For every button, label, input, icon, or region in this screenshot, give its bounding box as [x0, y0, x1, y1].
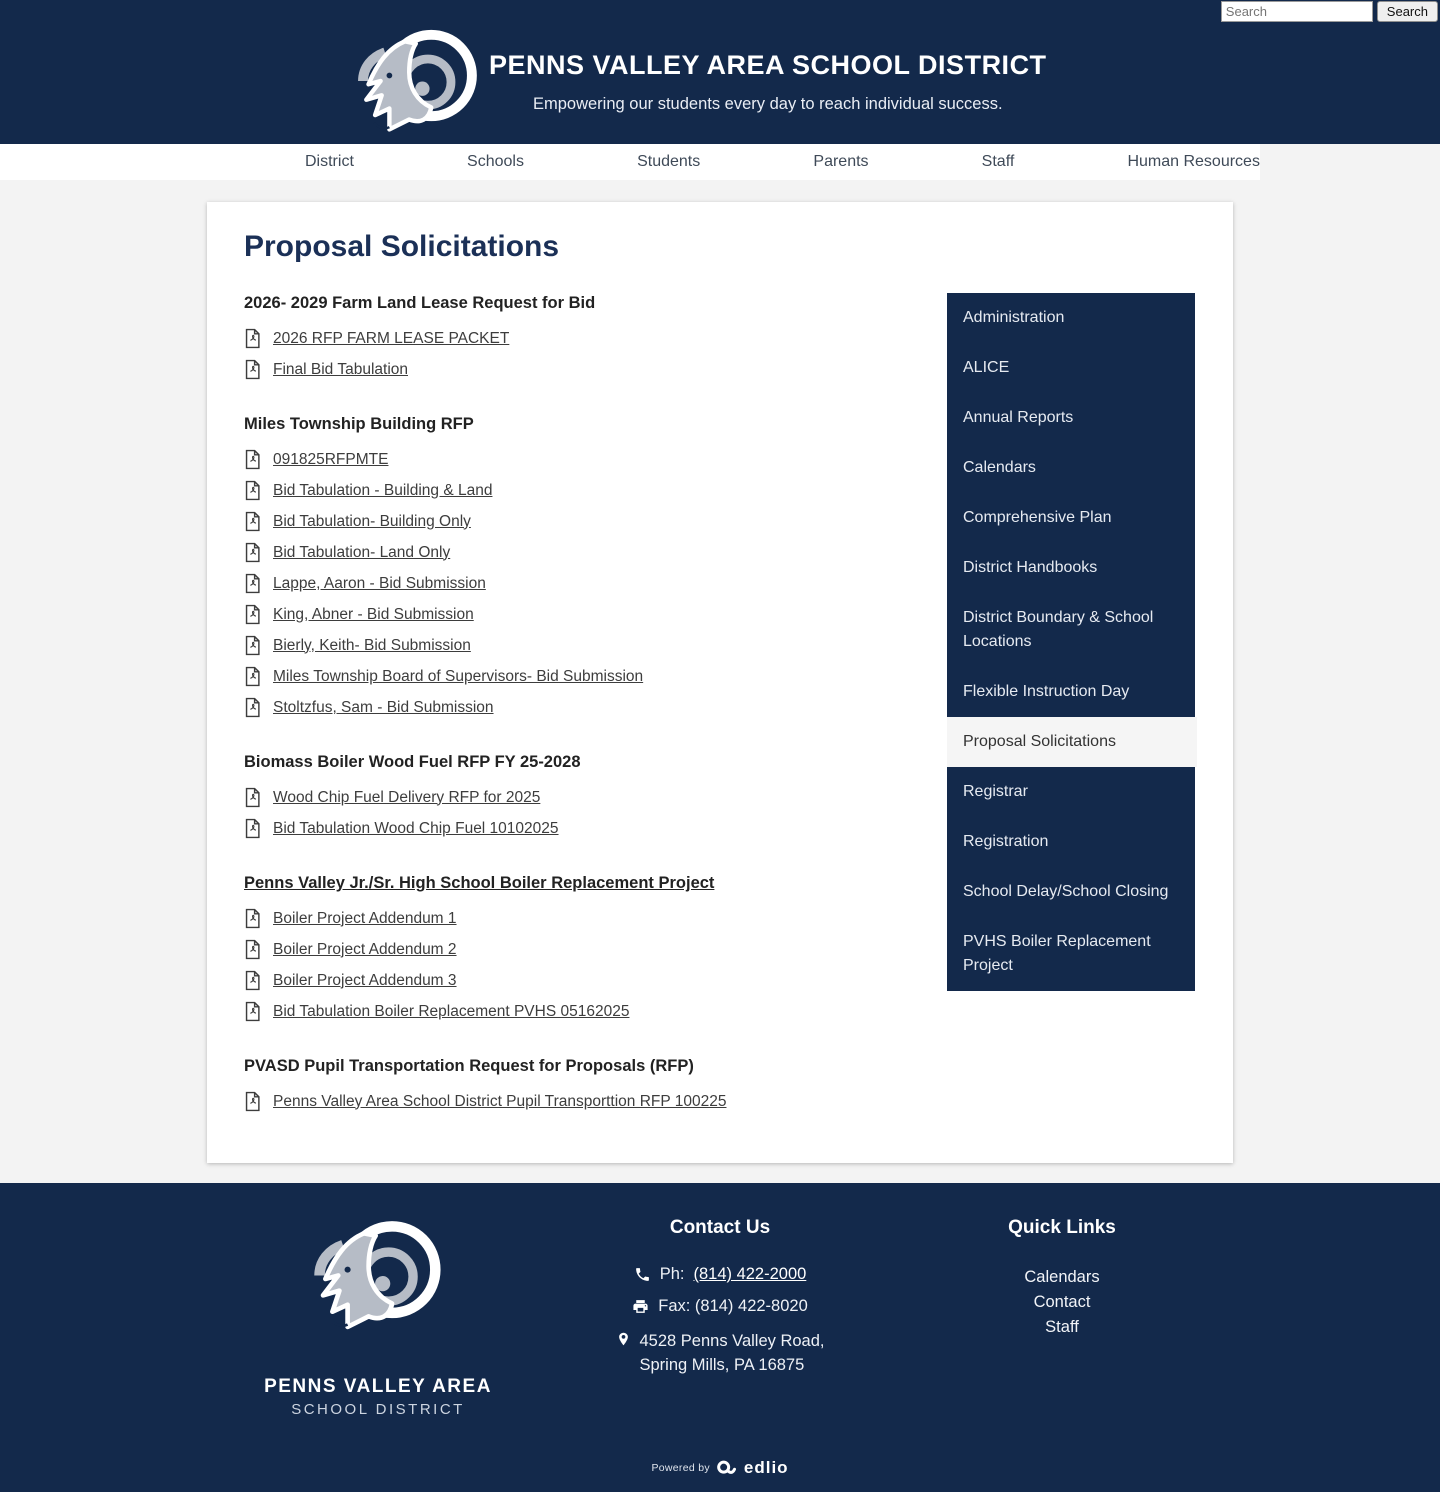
section-heading: Miles Township Building RFP [244, 415, 474, 433]
doc-row [244, 444, 944, 475]
quick-link-calendars[interactable]: Calendars [1024, 1268, 1100, 1286]
doc-row [244, 630, 944, 661]
pdf-icon [244, 359, 261, 380]
powered-by [0, 1458, 1440, 1478]
search-button[interactable]: Search [1377, 1, 1438, 22]
contact-us-heading: Contact Us [669, 1217, 771, 1238]
doc-link-2026-rfp-farm-lease-packet[interactable]: 2026 RFP FARM LEASE PACKET [273, 329, 510, 347]
powered-by-label: Powered by [651, 1462, 710, 1474]
nav-item-parents[interactable]: Parents [813, 153, 869, 170]
pdf-icon [244, 697, 261, 718]
pdf-icon [244, 573, 261, 594]
sidebar-item-district-handbooks[interactable]: District Handbooks [963, 559, 1098, 576]
pdf-icon [244, 635, 261, 656]
footer-contact [549, 1217, 891, 1418]
pdf-icon [244, 787, 261, 808]
ram-logo-icon [302, 1217, 454, 1369]
doc-row [244, 934, 944, 965]
footer-brand-line1: PENNS VALLEY AREA [264, 1376, 492, 1397]
site-header [0, 0, 1440, 144]
quick-links-heading: Quick Links [1008, 1217, 1116, 1238]
fax-text: Fax: (814) 422-8020 [658, 1297, 808, 1315]
section-heading: 2026- 2029 Farm Land Lease Request for Bid [244, 294, 596, 312]
section-heading: PVASD Pupil Transportation Request for Proposals (RFP) [244, 1057, 694, 1075]
doc-row [244, 568, 944, 599]
doc-link-final-bid-tabulation[interactable]: Final Bid Tabulation [273, 360, 408, 378]
pdf-icon [244, 511, 261, 532]
district-tagline: Empowering our students every day to reach individual success. [532, 95, 1003, 113]
address-row [549, 1329, 891, 1377]
fax-row [549, 1297, 891, 1316]
quick-link-staff[interactable]: Staff [1045, 1318, 1079, 1336]
pdf-icon [244, 666, 261, 687]
location-pin-icon [616, 1329, 631, 1349]
doc-link-stoltzfus-sam-bid-submission[interactable]: Stoltzfus, Sam - Bid Submission [273, 698, 494, 716]
doc-link-bid-tabulation-boiler-replacement-pvhs-05162025[interactable]: Bid Tabulation Boiler Replacement PVHS 05162025 [273, 1002, 630, 1020]
doc-row [244, 354, 944, 385]
nav-item-district[interactable]: District [305, 153, 354, 170]
doc-link-boiler-project-addendum-2[interactable]: Boiler Project Addendum 2 [273, 940, 457, 958]
pdf-icon [244, 449, 261, 470]
pdf-icon [244, 604, 261, 625]
section-2026-2029-farm-land-lease-request-for-bid [244, 294, 944, 385]
doc-row [244, 692, 944, 723]
nav-item-schools[interactable]: Schools [467, 153, 524, 170]
sidebar-item-district-boundary-school-locations[interactable]: District Boundary & School Locations [963, 609, 1154, 650]
doc-row [244, 1086, 944, 1117]
sidebar-item-registration[interactable]: Registration [963, 833, 1049, 850]
pdf-icon [244, 939, 261, 960]
sidebar-item-proposal-solicitations[interactable]: Proposal Solicitations [947, 717, 1197, 767]
nav-item-students[interactable]: Students [637, 153, 701, 170]
doc-row [244, 475, 944, 506]
nav-item-human-resources[interactable]: Human Resources [1127, 153, 1260, 170]
search-input[interactable] [1221, 1, 1373, 22]
doc-row [244, 965, 944, 996]
ram-logo-icon [352, 26, 484, 168]
doc-link-penns-valley-area-school-district-pupil-transporttion-rfp-100225[interactable]: Penns Valley Area School District Pupil Transporttion RFP 100225 [273, 1092, 727, 1110]
doc-link-bid-tabulation-wood-chip-fuel-10102025[interactable]: Bid Tabulation Wood Chip Fuel 10102025 [273, 819, 559, 837]
doc-link-bid-tabulation-building-only[interactable]: Bid Tabulation- Building Only [273, 512, 471, 530]
sidebar-item-registrar[interactable]: Registrar [963, 783, 1028, 800]
section-pvasd-pupil-transportation-request-for-proposals-rfp [244, 1057, 944, 1117]
address-line1: 4528 Penns Valley Road, [639, 1332, 825, 1350]
section-heading: Biomass Boiler Wood Fuel RFP FY 25-2028 [244, 753, 581, 771]
quick-link-contact[interactable]: Contact [1033, 1293, 1091, 1311]
site-footer [0, 1183, 1440, 1492]
doc-link-wood-chip-fuel-delivery-rfp-for-2025[interactable]: Wood Chip Fuel Delivery RFP for 2025 [273, 788, 541, 806]
doc-row [244, 996, 944, 1027]
doc-link-091825rfpmte[interactable]: 091825RFPMTE [273, 450, 389, 468]
pdf-icon [244, 1091, 261, 1112]
doc-link-bid-tabulation-building-land[interactable]: Bid Tabulation - Building & Land [273, 481, 493, 499]
search-bar [1221, 1, 1438, 22]
phone-label: Ph: [659, 1265, 685, 1283]
sidebar-item-annual-reports[interactable]: Annual Reports [963, 409, 1074, 426]
sections [244, 294, 944, 1117]
doc-row [244, 661, 944, 692]
sidebar-item-pvhs-boiler-replacement-project[interactable]: PVHS Boiler Replacement Project [963, 933, 1151, 974]
pdf-icon [244, 1001, 261, 1022]
doc-row [244, 782, 944, 813]
doc-link-boiler-project-addendum-1[interactable]: Boiler Project Addendum 1 [273, 909, 457, 927]
nav-item-staff[interactable]: Staff [981, 153, 1015, 170]
fax-icon [632, 1298, 649, 1315]
doc-link-bid-tabulation-land-only[interactable]: Bid Tabulation- Land Only [273, 543, 451, 561]
doc-row [244, 599, 944, 630]
pdf-icon [244, 970, 261, 991]
main-wrap [0, 180, 1440, 1183]
side-nav [947, 293, 1195, 991]
phone-icon [634, 1266, 651, 1283]
section-miles-township-building-rfp [244, 415, 944, 723]
phone-row [549, 1265, 891, 1284]
doc-link-bierly-keith-bid-submission[interactable]: Bierly, Keith- Bid Submission [273, 636, 471, 654]
footer-brand-line2: SCHOOL DISTRICT [291, 1401, 465, 1418]
section-heading[interactable]: Penns Valley Jr./Sr. High School Boiler Replacement Project [244, 874, 715, 892]
content-card [207, 202, 1233, 1163]
quick-links-list [891, 1265, 1233, 1340]
pdf-icon [244, 908, 261, 929]
doc-row [244, 903, 944, 934]
footer-logo [207, 1217, 549, 1418]
page-title: Proposal Solicitations [244, 230, 560, 263]
footer-quick-links [891, 1217, 1233, 1418]
doc-row [244, 537, 944, 568]
doc-row [244, 813, 944, 844]
main-nav [0, 144, 1260, 180]
doc-link-boiler-project-addendum-3[interactable]: Boiler Project Addendum 3 [273, 971, 457, 989]
doc-link-lappe-aaron-bid-submission[interactable]: Lappe, Aaron - Bid Submission [273, 574, 486, 592]
pdf-icon [244, 818, 261, 839]
address-line2: Spring Mills, PA 16875 [639, 1356, 805, 1374]
sidebar-item-calendars[interactable]: Calendars [963, 459, 1036, 476]
pdf-icon [244, 328, 261, 349]
sidebar-item-flexible-instruction-day[interactable]: Flexible Instruction Day [963, 683, 1130, 700]
phone-number-link[interactable]: (814) 422-2000 [693, 1265, 807, 1283]
pdf-icon [244, 480, 261, 501]
sidebar-item-administration[interactable]: Administration [963, 309, 1065, 326]
doc-row [244, 506, 944, 537]
doc-row [244, 323, 944, 354]
pdf-icon [244, 542, 261, 563]
sidebar-item-alice[interactable]: ALICE [963, 359, 1010, 376]
doc-link-king-abner-bid-submission[interactable]: King, Abner - Bid Submission [273, 605, 474, 623]
section-biomass-boiler-wood-fuel-rfp-fy-25-2028 [244, 753, 944, 844]
doc-link-miles-township-board-of-supervisors-bid-submission[interactable]: Miles Township Board of Supervisors- Bid Submission [273, 667, 644, 685]
district-name: PENNS VALLEY AREA SCHOOL DISTRICT [489, 50, 1047, 80]
sidebar-item-comprehensive-plan[interactable]: Comprehensive Plan [963, 509, 1112, 526]
section-penns-valley-jr-sr-high-school-boiler-replacement-project [244, 874, 944, 1027]
sidebar-item-school-delay-school-closing[interactable]: School Delay/School Closing [963, 883, 1169, 900]
edlio-link[interactable]: edlio [743, 1458, 789, 1477]
edlio-icon [716, 1458, 738, 1478]
branding [489, 50, 1047, 114]
